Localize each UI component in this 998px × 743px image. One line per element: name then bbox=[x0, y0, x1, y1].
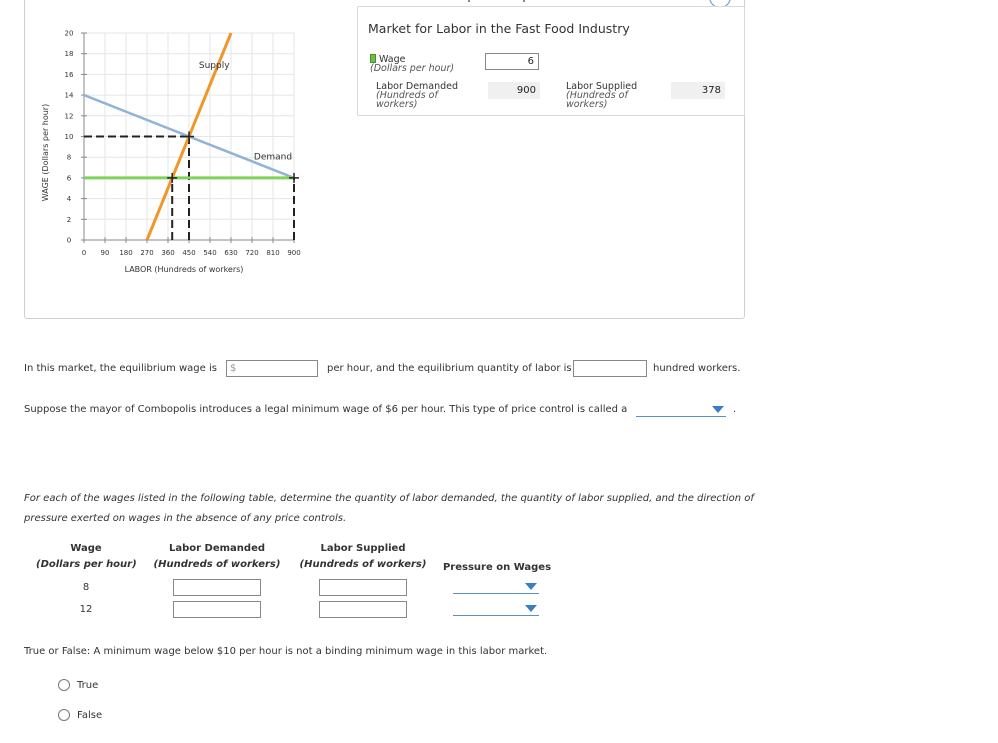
y-tick-label: 12 bbox=[64, 112, 74, 121]
y-tick-label: 8 bbox=[66, 153, 72, 162]
x-tick-label: 180 bbox=[119, 249, 133, 257]
radio-circle-icon[interactable] bbox=[58, 679, 70, 691]
q3-text: For each of the wages listed in the following table, determine the quantity of labor demanded, the quantity of labor supplied, and the direction of pressure exerted on wages in the absence of any price controls. bbox=[24, 493, 754, 524]
x-tick-label: 810 bbox=[266, 249, 280, 257]
ld-unit-text: workers) bbox=[376, 99, 418, 110]
row-wage-8: 8 bbox=[82, 582, 90, 593]
labor-supplied-label bbox=[566, 82, 637, 109]
radio-true-label: True bbox=[77, 679, 99, 691]
wage-legend-swatch bbox=[370, 54, 376, 63]
labor-market-chart[interactable] bbox=[0, 0, 340, 300]
equilibrium-quantity-input[interactable] bbox=[573, 360, 647, 377]
y-tick-label: 6 bbox=[66, 174, 72, 183]
radio-false[interactable] bbox=[58, 709, 102, 721]
th-ld-unit: (Hundreds of workers) bbox=[153, 559, 281, 570]
q1-text-end: hundred workers. bbox=[653, 363, 741, 374]
ld-input-row1[interactable] bbox=[173, 579, 261, 596]
x-tick-label: 90 bbox=[100, 249, 110, 257]
info-title: Market for Labor in the Fast Food Industry bbox=[368, 21, 630, 36]
q1-text-middle: per hour, and the equilibrium quantity of labor is bbox=[327, 363, 572, 374]
q2-period: . bbox=[733, 404, 737, 415]
market-info-box bbox=[357, 6, 745, 116]
labor-supplied-value: 378 bbox=[671, 82, 725, 99]
demand-label: Demand bbox=[253, 152, 293, 163]
y-tick-label: 10 bbox=[64, 133, 74, 141]
top-edge-mark bbox=[523, 0, 525, 2]
ld-unit-text: (Hundreds of bbox=[376, 90, 438, 101]
ld-input-row2[interactable] bbox=[173, 601, 261, 618]
ld-label-text: Labor Demanded bbox=[376, 81, 459, 92]
th-ld-title: Labor Demanded bbox=[168, 543, 266, 554]
y-tick-label: 14 bbox=[64, 91, 74, 100]
x-tick-label: 360 bbox=[161, 249, 175, 257]
x-tick-label: 900 bbox=[287, 249, 301, 257]
wage-field-label bbox=[370, 54, 454, 73]
y-tick-label: 18 bbox=[64, 50, 74, 59]
radio-false-label: False bbox=[77, 709, 103, 721]
x-tick-label: 270 bbox=[140, 249, 154, 257]
wage-label-text: Wage bbox=[379, 54, 406, 65]
chart-labels bbox=[41, 30, 301, 275]
wage-input[interactable] bbox=[485, 53, 539, 70]
price-control-dropdown[interactable] bbox=[636, 403, 726, 417]
dropdown-arrow-icon bbox=[712, 406, 724, 413]
th-wage-unit: (Dollars per hour) bbox=[36, 559, 137, 570]
radio-true[interactable] bbox=[58, 679, 98, 691]
q4-text: True or False: A minimum wage below $10 per hour is not a binding minimum wage in this labor market. bbox=[24, 646, 548, 657]
top-edge-mark bbox=[468, 0, 470, 2]
dropdown-arrow-icon bbox=[525, 583, 537, 590]
ls-input-row2[interactable] bbox=[319, 601, 407, 618]
y-tick-label: 16 bbox=[64, 70, 74, 79]
pressure-dropdown-row2[interactable] bbox=[453, 602, 539, 616]
y-tick-label: 0 bbox=[66, 236, 72, 245]
y-tick-label: 4 bbox=[66, 195, 72, 204]
labor-demanded-label bbox=[376, 82, 458, 109]
wage-unit-text: (Dollars per hour) bbox=[370, 63, 455, 74]
ls-unit-text: (Hundreds of bbox=[566, 90, 628, 101]
q2-text: Suppose the mayor of Combopolis introduces a legal minimum wage of $6 per hour. This type of price control is called a bbox=[24, 404, 628, 415]
x-tick-label: 630 bbox=[224, 249, 238, 257]
labor-demanded-value: 900 bbox=[488, 82, 540, 99]
x-axis-title: LABOR (Hundreds of workers) bbox=[124, 265, 244, 274]
x-tick-label: 540 bbox=[203, 249, 217, 257]
th-labor-supplied bbox=[298, 543, 428, 570]
y-axis-title: WAGE (Dollars per hour) bbox=[41, 103, 50, 202]
dollar-sign: $ bbox=[230, 363, 237, 374]
equilibrium-wage-input[interactable] bbox=[226, 360, 318, 377]
th-ls-unit: (Hundreds of workers) bbox=[299, 559, 427, 570]
pressure-dropdown-row1[interactable] bbox=[453, 580, 539, 594]
x-tick-label: 450 bbox=[182, 249, 196, 257]
x-tick-label: 0 bbox=[81, 249, 87, 257]
ls-unit-text: workers) bbox=[566, 99, 608, 110]
y-tick-label: 2 bbox=[66, 215, 72, 224]
th-labor-demanded bbox=[152, 543, 282, 570]
th-wage bbox=[36, 543, 136, 570]
th-pressure: Pressure on Wages bbox=[442, 562, 552, 573]
th-wage-title: Wage bbox=[70, 543, 102, 554]
ls-input-row1[interactable] bbox=[319, 579, 407, 596]
th-ls-title: Labor Supplied bbox=[320, 543, 406, 554]
row-wage-12: 12 bbox=[79, 604, 93, 615]
ls-label-text: Labor Supplied bbox=[566, 81, 638, 92]
x-tick-label: 720 bbox=[245, 249, 259, 257]
y-tick-label: 20 bbox=[64, 29, 74, 38]
dropdown-arrow-icon bbox=[525, 605, 537, 612]
supply-label: Supply bbox=[198, 61, 230, 72]
radio-circle-icon[interactable] bbox=[58, 709, 70, 721]
q1-text-start: In this market, the equilibrium wage is bbox=[24, 363, 217, 374]
